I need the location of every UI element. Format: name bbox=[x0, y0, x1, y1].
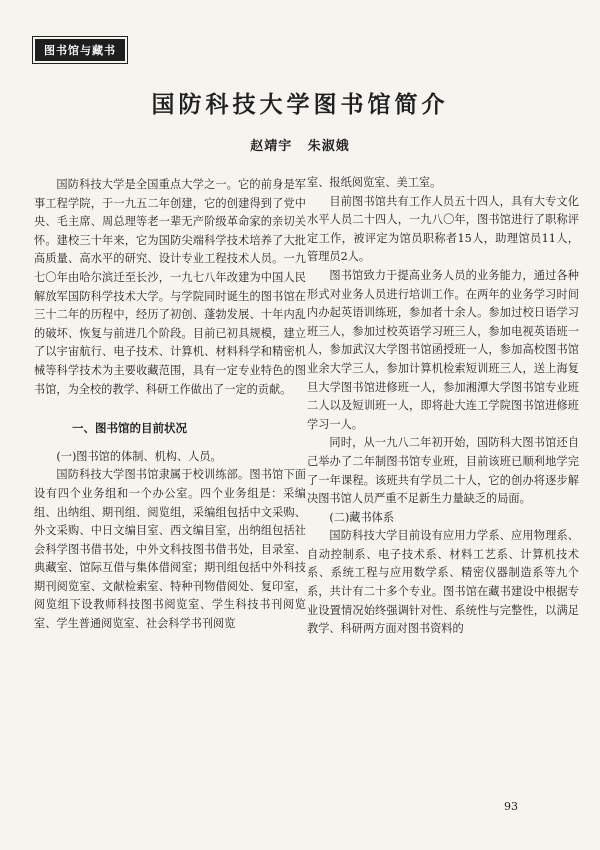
author-name: 朱淑娥 bbox=[307, 139, 350, 154]
intro-paragraph: 国防科技大学是全国重点大学之一。它的前身是军事工程学院，于一九五二年创建，它的创建得到了党中央、毛主席、周总理等老一辈无产阶级革命家的亲切关怀。建校三十年来，它为国防尖端科学技术培养了大批高质量、高水平的研究、设计专业工程技术人员。一九七〇年由哈尔滨迁至长沙，一九七八年改建为中国人民解放军国防科学技术大学。与学院同时诞生的图书馆在三十二年的历程中，经历了初创、蓬勃发展、十年内乱的破坏、恢复与前进几个阶段。目前已初具规模，建立了以宇宙航行、电子技术、计算机、材料科学和精密机械等科学技术为主要收藏范围，具有一定专业特色的图书馆，为全校的教学、科研工作做出了一定的贡献。 bbox=[34, 178, 306, 396]
section-tag-box bbox=[32, 36, 128, 64]
structure-paragraph: 国防科技大学图书馆隶属于校训练部。图书馆下面设有四个业务组和一个办公室。四个业务组是：采编组、出纳组、期刊组、阅览组，采编组包括中文采购、外文采购、中日文编目室、西文编目室，出纳组包括社会科学图书借书处，中外文科技图书借书处，目录室、典藏室、馆际互借与集体借阅室；期刊组包括中外科技期刊阅览室、文献检索室、特种刊物借阅处、复印室，阅览组下设教师科技图书阅览室、学生科技书刊阅览室、学生普通阅览室、社会科学书刊阅览 bbox=[34, 468, 306, 631]
staff-paragraph: 目前图书馆共有工作人员五十四人，具有大专文化水平人员二十四人，一九八〇年，图书馆进行了职称评定工作，被评定为馆员职称者15人，助理馆员11人，管理员2人。 bbox=[307, 194, 579, 264]
collection-paragraph: 国防科技大学目前设有应用力学系、应用物理系、自动控制系、电子技术系、材料工艺系、计算机技术系、系统工程与应用数学系、精密仪器制造系等九个系，共计有二十多个专业。图书馆在藏书建设中根据专业设置情况始终强调针对性、系统性与完整性，以满足教学、科研两方面对图书资料的 bbox=[307, 529, 579, 636]
author-name: 赵靖宇 bbox=[250, 139, 293, 154]
section-heading: 一、图书馆的目前状况 bbox=[72, 421, 187, 436]
article-authors bbox=[0, 135, 600, 154]
page-number: 93 bbox=[504, 800, 518, 813]
article-title: 国防科技大学图书馆简介 bbox=[151, 92, 449, 118]
subsection-heading: (一)图书馆的体制、机构、人员。 bbox=[56, 449, 222, 463]
left-column bbox=[34, 176, 306, 634]
section-tag: 图书馆与藏书 bbox=[35, 39, 125, 61]
continued-paragraph: 室、报纸阅览室、美工室。 bbox=[307, 176, 442, 189]
major-paragraph: 同时，从一九八二年初开始，国防科大图书馆还自己举办了二年制图书馆专业班，目前该班已顺利地学完了一年课程。该班共有学员二十人，它的创办将逐步解决图书馆人员严重不足新生力量缺乏的局面。 bbox=[307, 436, 579, 506]
training-paragraph: 图书馆致力于提高业务人员的业务能力，通过各种形式对业务人员进行培训工作。在两年的业务学习时间内办起英语训练班，参加者十余人。参加过校日语学习班三人，参加过校英语学习班三人，参加电视英语班一人，参加武汉大学图书馆函授班一人，参加高校图书馆业余大学三人，参加计算机检索短训班三人，送上海复旦大学图书馆进修班一人，参加湘潭大学图书馆专业班二人以及短训班一人，即将赴大连工学院图书馆进修班学习一人。 bbox=[307, 268, 579, 431]
subsection-heading: (二)藏书体系 bbox=[329, 510, 395, 524]
right-column bbox=[307, 174, 579, 639]
